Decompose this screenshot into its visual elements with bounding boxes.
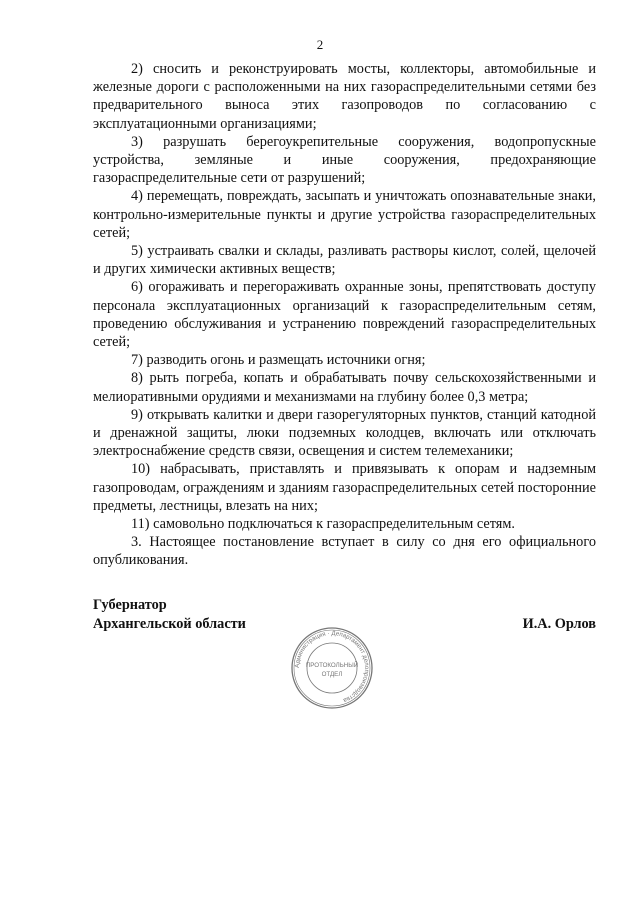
page-number: 2	[316, 37, 324, 52]
svg-text:ПРОТОКОЛЬНЫЙ: ПРОТОКОЛЬНЫЙ	[305, 662, 359, 669]
paragraph: 11) самовольно подключаться к газораспределительным сетям.	[131, 516, 516, 533]
paragraph: 2) сносить и реконструировать мосты, коллекторы, автомобильные и железные дороги с расположенными на них газораспределительными сетями без предварительного выноса этих газопроводов по согласованию с эксплуатационными организациями;	[93, 61, 596, 132]
paragraph: 3) разрушать берегоукрепительные сооружения, водопропускные устройства, земляные и иные сооружения, предохраняющие газораспределительные сети от разрушений;	[93, 133, 596, 187]
paragraph: 9) открывать калитки и двери газорегуляторных пунктов, станций катодной и дренажной защиты, люки подземных колодцев, включать или отключать электроснабжение средств связи, освещения и систем телемеханики;	[93, 406, 596, 460]
paragraph: 6) огораживать и перегораживать охранные зоны, препятствовать доступу персонала эксплуатационных организаций к газораспределительным сетям, проведению обслуживания и устранению повреждений газораспределительных сетей;	[93, 279, 596, 351]
svg-text:Администрация · Департамент де: Администрация · Департамент делопроизводства	[293, 629, 371, 704]
paragraph: 5) устраивать свалки и склады, разливать растворы кислот, солей, щелочей и других химически активных веществ;	[93, 243, 596, 278]
paragraph: 10) набрасывать, приставлять и привязывать к опорам и надземным газопроводам, ограждениям и зданиям газораспределительных сетей посторонние предметы, лестницы, влезать на них;	[93, 461, 596, 514]
signatory-name: И.А. Орлов	[522, 616, 596, 632]
signatory-region: Архангельской области	[93, 616, 246, 632]
paragraph: 7) разводить огонь и размещать источники огня;	[131, 352, 426, 369]
svg-text:ОТДЕЛ: ОТДЕЛ	[321, 671, 343, 678]
paragraph: 8) рыть погреба, копать и обрабатывать почву сельскохозяйственными и мелиоративными орудиями и механизмами на глубину более 0,3 метра;	[93, 370, 596, 405]
paragraph: 3. Настоящее постановление вступает в силу со дня его официального опубликования.	[93, 534, 596, 569]
document-body	[93, 60, 596, 570]
seal-stamp-icon	[290, 626, 374, 710]
paragraph: 4) перемещать, повреждать, засыпать и уничтожать опознавательные знаки, контрольно-измерительные пункты и другие устройства газораспределительных сетей;	[93, 188, 596, 241]
signatory-title: Губернатор	[93, 597, 167, 613]
